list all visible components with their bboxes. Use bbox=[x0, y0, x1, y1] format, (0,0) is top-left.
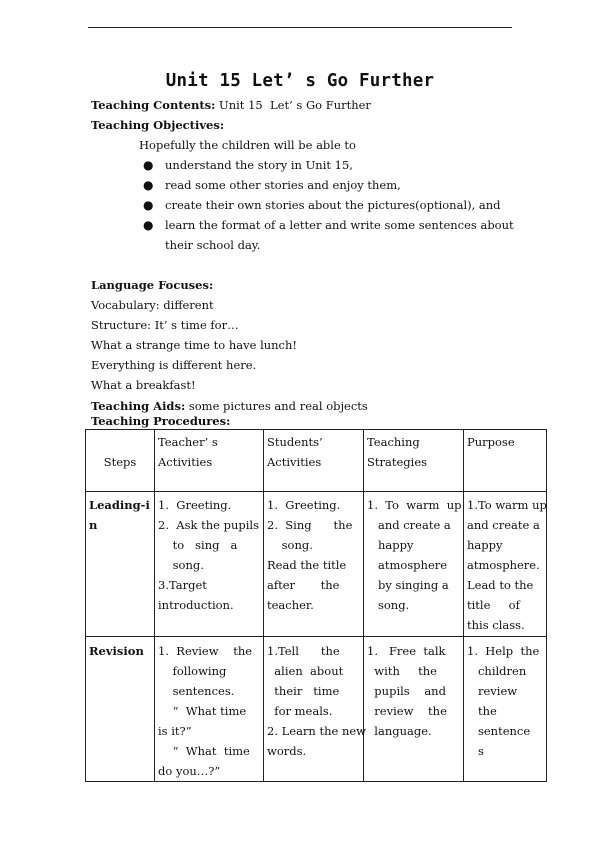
contents-value: Unit 15 Let’ s Go Further bbox=[215, 98, 371, 112]
students-activities-cell: 1. Greeting. 2. Sing the song. Read the title after the teacher. bbox=[264, 492, 364, 637]
top-rule bbox=[88, 27, 512, 28]
objective-item: learn the format of a letter and write some sentences about bbox=[165, 218, 514, 232]
objectives-label: Teaching Objectives: bbox=[91, 118, 225, 132]
focus-line: Structure: It’ s time for… bbox=[91, 318, 239, 332]
procedures-table bbox=[85, 429, 547, 782]
header-steps: Steps bbox=[86, 430, 155, 492]
objective-item-continued: their school day. bbox=[165, 238, 261, 252]
focus-line: What a breakfast! bbox=[91, 378, 196, 392]
focus-line: What a strange time to have lunch! bbox=[91, 338, 298, 352]
table-header-row bbox=[86, 430, 547, 492]
purpose-cell: 1.To warm up and create a happy atmosphere. Lead to the title of this class. bbox=[464, 492, 547, 637]
objective-item: read some other stories and enjoy them, bbox=[165, 178, 401, 192]
language-focuses-label: Language Focuses: bbox=[91, 278, 214, 292]
header-students-activities: Students’ Activities bbox=[264, 430, 364, 492]
header-purpose: Purpose bbox=[464, 430, 547, 492]
purpose-cell: 1. Help the children review the sentence s bbox=[464, 637, 547, 782]
bullet-icon: ● bbox=[143, 218, 154, 232]
header-teaching-strategies: Teaching Strategies bbox=[364, 430, 464, 492]
contents-label: Teaching Contents: bbox=[91, 98, 216, 112]
aids-label: Teaching Aids: bbox=[91, 399, 186, 413]
teacher-activities-cell: 1. Greeting. 2. Ask the pupils to sing a song. 3.Target introduction. bbox=[155, 492, 264, 637]
procedures-label: Teaching Procedures: bbox=[91, 414, 231, 428]
aids-value: some pictures and real objects bbox=[185, 399, 368, 413]
teaching-aids bbox=[91, 398, 368, 414]
table-row bbox=[86, 637, 547, 782]
header-teacher-activities: Teacher’ s Activities bbox=[155, 430, 264, 492]
focus-line: Everything is different here. bbox=[91, 358, 257, 372]
step-revision: Revision bbox=[86, 637, 155, 782]
focus-line: Vocabulary: different bbox=[91, 298, 214, 312]
bullet-icon: ● bbox=[143, 178, 154, 192]
students-activities-cell: 1.Tell the alien about their time for meals. 2. Learn the new words. bbox=[264, 637, 364, 782]
teaching-contents bbox=[91, 97, 371, 113]
teacher-activities-cell: 1. Review the following sentences. “ What time is it?” “ What time do you…?” bbox=[155, 637, 264, 782]
bullet-icon: ● bbox=[143, 158, 154, 172]
table-row bbox=[86, 492, 547, 637]
teaching-strategies-cell: 1. To warm up and create a happy atmosphere by singing a song. bbox=[364, 492, 464, 637]
step-leading-in: Leading-in bbox=[86, 492, 155, 637]
teaching-strategies-cell: 1. Free talk with the pupils and review the language. bbox=[364, 637, 464, 782]
bullet-icon: ● bbox=[143, 198, 154, 212]
objectives-intro: Hopefully the children will be able to bbox=[139, 138, 356, 152]
page-title: Unit 15 Let’ s Go Further bbox=[165, 71, 435, 91]
objective-item: understand the story in Unit 15, bbox=[165, 158, 353, 172]
objective-item: create their own stories about the pictures(optional), and bbox=[165, 198, 501, 212]
